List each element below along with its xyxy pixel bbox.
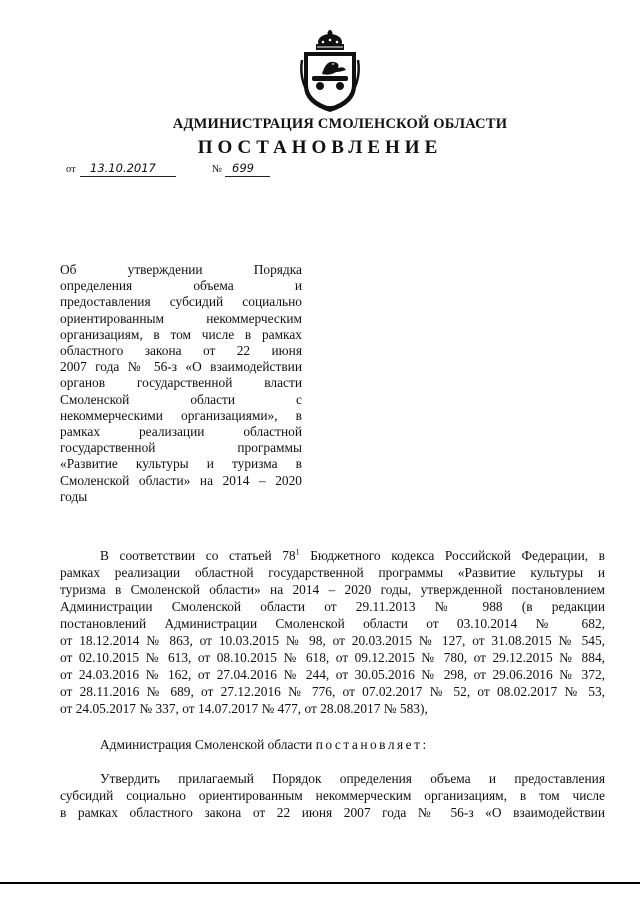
subject-line: организациям, в том числе в рамках xyxy=(60,326,302,342)
date-underline xyxy=(80,176,176,177)
paragraph-legal-basis xyxy=(60,547,605,717)
subject-line: «Развитие культуры и туризма в xyxy=(60,456,302,472)
paragraph-text: Администрация Смоленской области xyxy=(100,737,313,752)
paragraph-line: Администрации Смоленской области от 29.11.2013 № 988 (в редакции xyxy=(60,599,605,614)
paragraph-line: от 24.05.2017 № 337, от 14.07.2017 № 477, от 28.08.2017 № 583), xyxy=(60,701,428,716)
subject-line: Смоленской области с xyxy=(60,391,302,407)
resolves-word: постановляет: xyxy=(315,737,429,752)
article-superscript: 1 xyxy=(295,547,300,557)
paragraph-text: В соответствии со статьей 78 xyxy=(100,548,296,563)
number-prefix: № xyxy=(212,164,223,175)
number-underline xyxy=(225,176,270,177)
subject-line: определения объема и xyxy=(60,278,302,294)
document-subject xyxy=(60,262,302,505)
subject-line: предоставления субсидий социально xyxy=(60,294,302,310)
subject-line: органов государственной власти xyxy=(60,375,302,391)
subject-line: некоммерческими организациями», в xyxy=(60,407,302,423)
subject-line: государственной программы xyxy=(60,440,302,456)
paragraph-resolves xyxy=(60,736,605,753)
paragraph-line: субсидий социально ориентированным некоммерческим организациям, в том числе xyxy=(60,788,605,803)
paragraph-text: Бюджетного кодекса Российской Федерации, в xyxy=(299,548,606,563)
coat-of-arms-emblem xyxy=(296,30,364,114)
date-prefix: от xyxy=(66,164,76,175)
paragraph-line: от 18.12.2014 № 863, от 10.03.2015 № 98, от 20.03.2015 № 127, от 31.08.2015 № 545, xyxy=(60,633,605,648)
subject-line: 2007 года № 56-з «О взаимодействии xyxy=(60,359,302,375)
paragraph-approve xyxy=(60,770,605,821)
paragraph-line: рамках реализации областной государственной программы «Развитие культуры и xyxy=(60,565,605,580)
paragraph-line: туризма в Смоленской области» на 2014 – 2020 годы, утвержденной постановлением xyxy=(60,582,605,597)
page-bottom-edge xyxy=(0,882,640,884)
subject-line: Смоленской области» на 2014 – 2020 xyxy=(60,472,302,488)
date-value: 13.10.2017 xyxy=(90,161,156,175)
subject-line: годы xyxy=(60,488,88,504)
number-value: 699 xyxy=(232,161,254,175)
paragraph-line: от 02.10.2015 № 613, от 08.10.2015 № 618, от 09.12.2015 № 780, от 29.12.2015 № 884, xyxy=(60,650,605,665)
subject-line: ориентированным некоммерческим xyxy=(60,310,302,326)
paragraph-line: от 24.03.2016 № 162, от 27.04.2016 № 244, от 30.05.2016 № 298, от 29.06.2016 № 372, xyxy=(60,667,605,682)
subject-line: областного закона от 22 июня xyxy=(60,343,302,359)
paragraph-line: в рамках областного закона от 22 июня 2007 года № 56-з «О взаимодействии xyxy=(60,805,605,820)
paragraph-line: Утвердить прилагаемый Порядок определения объема и предоставления xyxy=(100,771,605,786)
subject-line: рамках реализации областной xyxy=(60,424,302,440)
paragraph-line: постановлений Администрации Смоленской области от 03.10.2014 № 682, xyxy=(60,616,605,631)
paragraph-line xyxy=(60,547,605,564)
paragraph-line xyxy=(60,736,605,753)
paragraph-line: от 28.11.2016 № 689, от 27.12.2016 № 776, от 07.02.2017 № 52, от 08.02.2017 № 53, xyxy=(60,684,605,699)
organization-title: АДМИНИСТРАЦИЯ СМОЛЕНСКОЙ ОБЛАСТИ xyxy=(172,116,508,132)
document-type-title: ПОСТАНОВЛЕНИЕ xyxy=(197,137,443,158)
subject-line: Об утверждении Порядка xyxy=(60,262,302,277)
